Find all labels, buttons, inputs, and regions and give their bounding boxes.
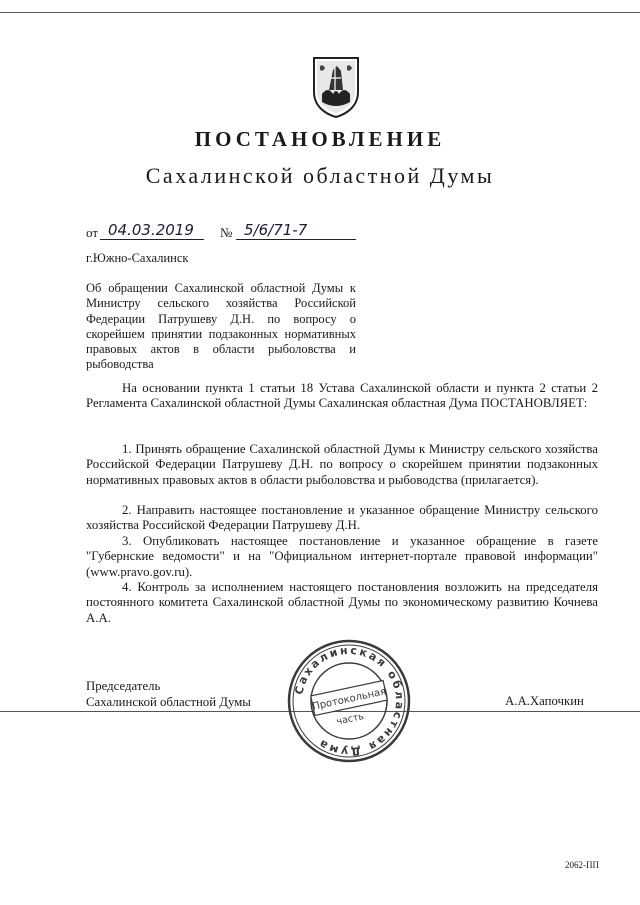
stamp-ring-text: Сахалинская областная Дума xyxy=(292,643,407,759)
stamp-center-line-1: Протокольная xyxy=(311,686,388,713)
city-label: г.Южно-Сахалинск xyxy=(86,251,189,265)
number-prefix: № xyxy=(220,225,233,240)
date-underline xyxy=(100,239,204,240)
signature-position xyxy=(86,678,251,710)
signatory-name: А.А.Хапочкин xyxy=(505,694,584,708)
scan-edge-top xyxy=(0,12,640,13)
document-subtitle: Сахалинской областной Думы xyxy=(145,163,495,188)
date-value: 04.03.2019 xyxy=(108,221,194,239)
position-line-2: Сахалинской областной Думы xyxy=(86,695,251,709)
list-item-1: 1. Принять обращение Сахалинской областной Думы к Министру сельского хозяйства Российской Федерации Патрушеву Д.Н. по вопросу о скорейшем принятии подзаконных нормативных правовых актов в области рыболовства и рыбоводства (прилагается). xyxy=(86,442,598,487)
position-line-1: Председатель xyxy=(86,679,161,693)
document-title: ПОСТАНОВЛЕНИЕ xyxy=(194,127,446,151)
list-item-3: 3. Опубликовать настоящее постановление и указанное обращение в газете "Губернские ведомости" и на "Официальном интернет-портале правовой информации" (www.pravo.gov.ru). xyxy=(86,534,598,579)
date-prefix: от xyxy=(86,225,99,240)
number-value: 5/6/71-7 xyxy=(244,221,308,239)
list-item-2: 2. Направить настоящее постановление и указанное обращение Министру сельского хозяйства Российской Федерации Патрушеву Д.Н. xyxy=(86,503,598,533)
round-stamp xyxy=(286,638,412,764)
coat-of-arms-emblem xyxy=(311,56,361,118)
document-about: Об обращении Сахалинской областной Думы к Министру сельского хозяйства Российской Федерации Патрушеву Д.Н. по вопросу о скорейшем принятии подзаконных нормативных правовых актов в области рыболовства и рыбоводства xyxy=(86,281,356,372)
date-number-row xyxy=(86,221,356,247)
document-code: 2062-ПП xyxy=(565,860,599,870)
stamp-center-line-2: часть xyxy=(335,710,366,728)
number-underline xyxy=(236,239,356,240)
list-item-4: 4. Контроль за исполнением настоящего постановления возложить на председателя постоянного комитета Сахалинской областной Думы по экономическому развитию Кочнева А.А. xyxy=(86,580,598,625)
preamble-paragraph: На основании пункта 1 статьи 18 Устава Сахалинской области и пункта 2 статьи 2 Регламента Сахалинской областной Думы Сахалинская областная Дума ПОСТАНОВЛЯЕТ: xyxy=(86,381,598,411)
